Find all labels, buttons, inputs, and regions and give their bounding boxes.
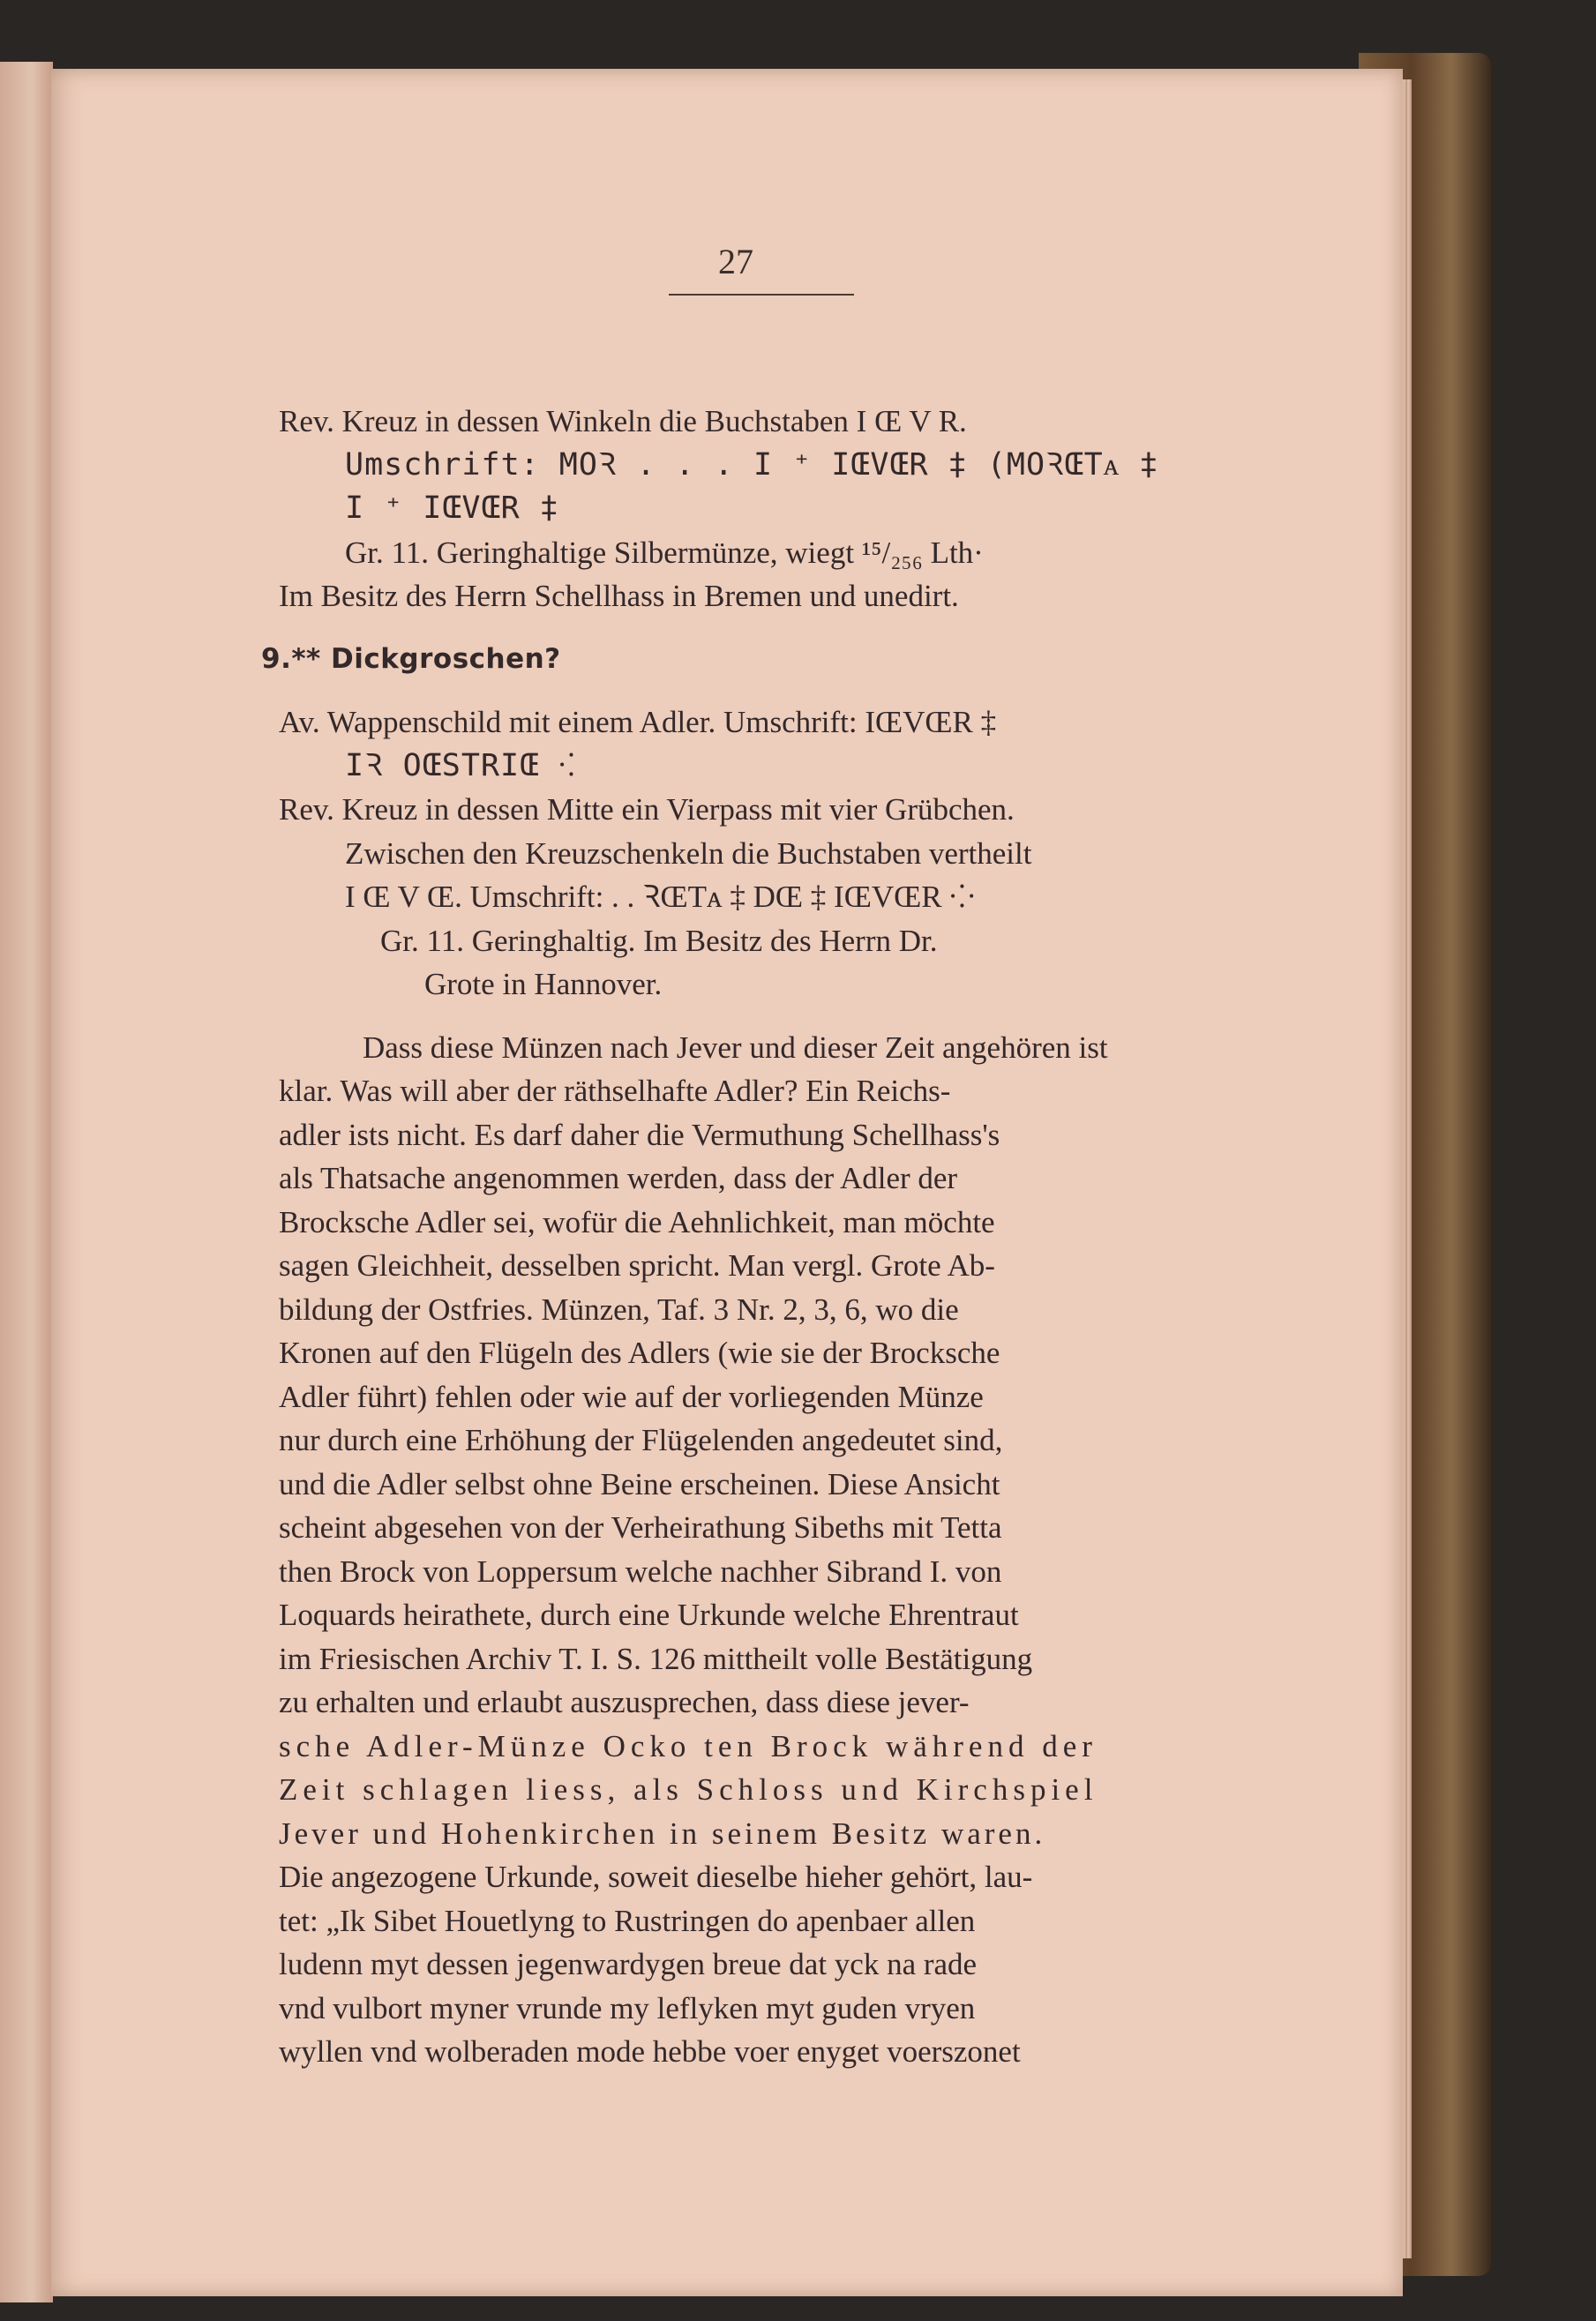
text-line: IꝚ OŒSTRIŒ ⁖ xyxy=(345,747,576,783)
page-number: 27 xyxy=(718,242,753,281)
text-line: und die Adler selbst ohne Beine erscheinen. Diese Ansicht xyxy=(279,1466,1000,1501)
text-line: nur durch eine Erhöhung der Flügelenden angedeutet sind, xyxy=(279,1423,1003,1457)
spacer xyxy=(279,1007,1269,1026)
text-line: Av. Wappenschild mit einem Adler. Umschrift: IŒVŒR ‡ xyxy=(279,705,997,739)
text-line: Im Besitz des Herrn Schellhass in Bremen und unedirt. xyxy=(279,579,959,613)
text-line: Gr. 11. Geringhaltige Silbermünze, wiegt ¹⁵/₂₅₆ Lth· xyxy=(345,535,984,570)
text-line: scheint abgesehen von der Verheirathung Sibeths mit Tetta xyxy=(279,1510,1002,1545)
text-line: wyllen vnd wolberaden mode hebbe voer enyget voerszonet xyxy=(279,2034,1021,2069)
spacer xyxy=(279,618,1269,638)
text-line: im Friesischen Archiv T. I. S. 126 mittheilt volle Bestätigung xyxy=(279,1641,1033,1676)
book-page xyxy=(51,69,1403,2296)
text-line: zu erhalten und erlaubt auszusprechen, dass diese jever- xyxy=(279,1685,970,1719)
text-line: Grote in Hannover. xyxy=(424,967,663,1001)
text-line: I Œ V Œ. Umschrift: . . ꝚŒTᴀ ‡ DŒ ‡ IŒVŒR ⁘ xyxy=(345,880,976,914)
text-line: Die angezogene Urkunde, soweit dieselbe hieher gehört, lau- xyxy=(279,1860,1033,1894)
text-line: als Thatsache angenommen werden, dass der Adler der xyxy=(279,1161,958,1195)
page-number-rule xyxy=(669,294,854,296)
text-line: Kronen auf den Flügeln des Adlers (wie sie der Brocksche xyxy=(279,1336,1000,1370)
spacer xyxy=(279,681,1269,700)
text-line: Umschrift: MOꝚ . . . I ⁺ IŒVŒR ‡ (MOꝚŒTᴀ ‡ xyxy=(345,446,1159,483)
text-line: tet: „Ik Sibet Houetlyng to Rustringen do apenbaer allen xyxy=(279,1903,976,1938)
text-line: Zwischen den Kreuzschenkeln die Buchstaben vertheilt xyxy=(345,835,1032,871)
text-line: Jever und Hohenkirchen in seinem Besitz waren. xyxy=(279,1816,1046,1851)
facing-page-edge xyxy=(0,62,53,2302)
text-line: Rev. Kreuz in dessen Mitte ein Vierpass mit vier Grübchen. xyxy=(279,792,1015,827)
text-line: Zeit schlagen liess, als Schloss und Kirchspiel xyxy=(279,1772,1098,1807)
text-line: Adler führt) fehlen oder wie auf der vorliegenden Münze xyxy=(279,1379,984,1414)
text-line: adler ists nicht. Es darf daher die Vermuthung Schellhass's xyxy=(279,1117,1000,1152)
text-line: Loquards heirathete, durch eine Urkunde welche Ehrentraut xyxy=(279,1598,1019,1632)
text-line: Rev. Kreuz in dessen Winkeln die Buchstaben I Œ V R. xyxy=(279,404,967,438)
section-heading: 9.** Dickgroschen? xyxy=(261,642,561,675)
text-line: Brocksche Adler sei, wofür die Aehnlichkeit, man möchte xyxy=(279,1204,995,1239)
text-line: I ⁺ IŒVŒR ‡ xyxy=(345,490,559,526)
text-line: bildung der Ostfries. Münzen, Taf. 3 Nr. 2, 3, 6, wo die xyxy=(279,1292,959,1327)
text-line: Gr. 11. Geringhaltig. Im Besitz des Herrn Dr. xyxy=(380,923,938,958)
page-text xyxy=(261,400,1269,2074)
text-line: klar. Was will aber der räthselhafte Adler? Ein Reichs- xyxy=(279,1074,951,1108)
text-line: sche Adler-Münze Ocko ten Brock während der xyxy=(279,1728,1098,1763)
text-line: then Brock von Loppersum welche nachher Sibrand I. von xyxy=(279,1554,1002,1589)
text-line: Dass diese Münzen nach Jever und dieser Zeit angehören ist xyxy=(363,1029,1108,1065)
text-line: sagen Gleichheit, desselben spricht. Man vergl. Grote Ab- xyxy=(279,1248,995,1283)
text-line: ludenn myt dessen jegenwardygen breue dat yck na rade xyxy=(279,1947,978,1981)
text-line: vnd vulbort myner vrunde my leflyken myt guden vryen xyxy=(279,1990,976,2025)
